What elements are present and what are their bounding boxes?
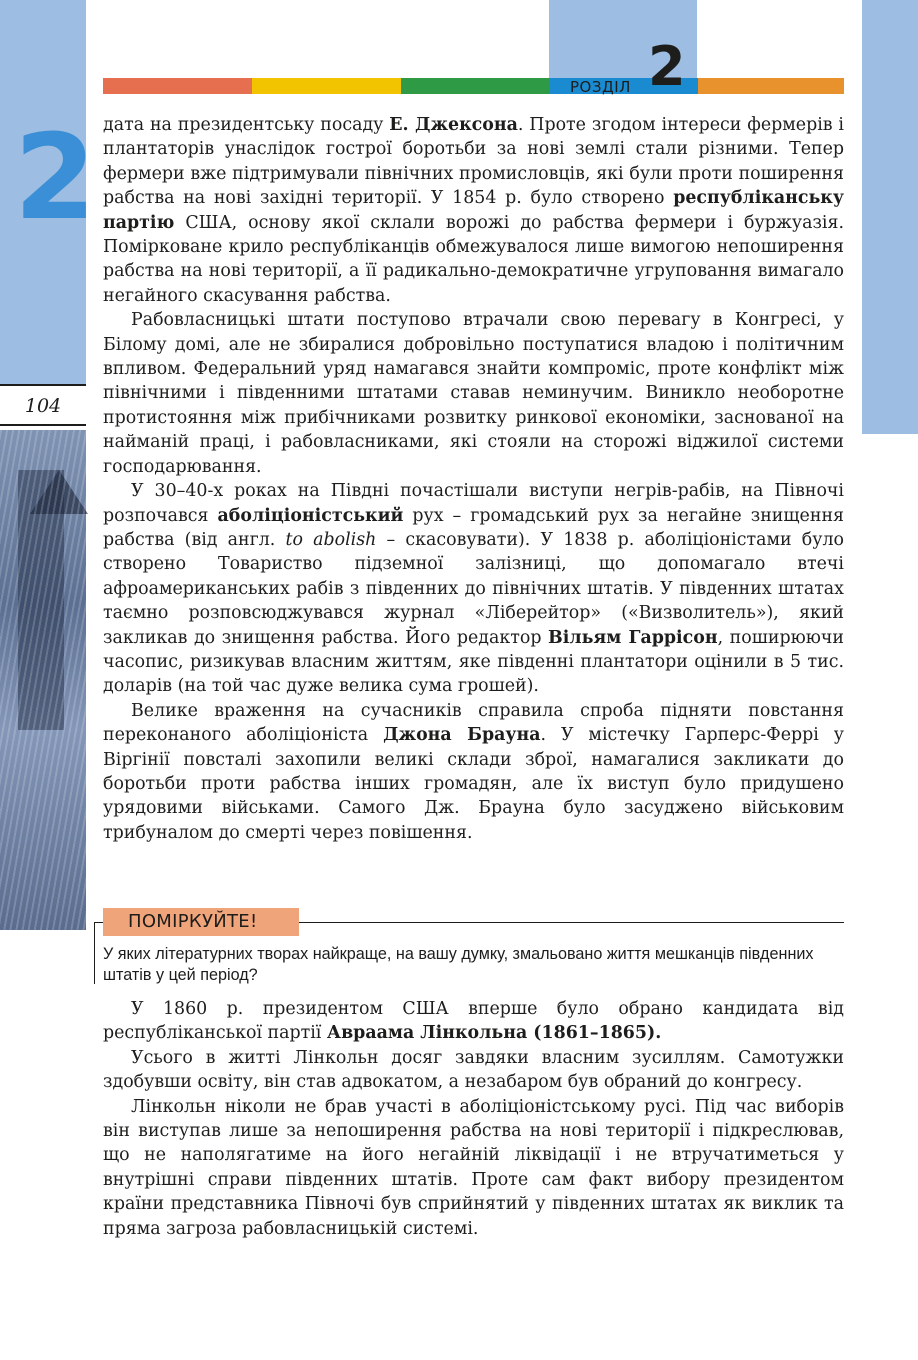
page-number-rule-top (0, 384, 86, 386)
header-stripe-3 (401, 78, 550, 94)
bold-term: Е. Джексона (389, 115, 518, 135)
text-run: , поширюючи часопис, ризикував власним життям, яке південні плантатори оцінили в 5 тис. доларів (на той час дуже велика сума грошей). (103, 627, 844, 697)
text-run: Велике враження на сучасників справила спроба підняти повстання переконаного аболіціоніста (103, 700, 844, 746)
text-run: . У містечку Гарперс-Феррі у Віргінії повсталі захопили великі склади зброї, намагалися закликати до боротьби проти рабства інших громадян, але їх виступ було придушено урядовими військами. Самого Дж. Брауна було засуджено військовим трибуналом до смерті через повішення. (103, 725, 844, 843)
header-stripe-5 (698, 78, 844, 94)
page-number-rule-bottom (0, 424, 86, 426)
italic-term: to abolish (285, 529, 377, 550)
bold-term: республіканську партію (103, 188, 844, 233)
chapter-label: РОЗДІЛ (570, 78, 631, 96)
text-run: Лінкольн ніколи не брав участі в аболіціоністському русі. Під час виборів він виступав лише за непоширення рабства на нові території і підкреслював, що не наполягатиме на його негайній ліквідації і не втручатиметься у внутрішні справи південних штатів. Проте сам факт вибору президентом країни представника Півночі був сприйнятий у південних штатах як виклик та пряма загроза рабовласницькій системі. (103, 1096, 844, 1239)
page-number: 104 (24, 395, 62, 417)
think-box-label: ПОМІРКУЙТЕ! (128, 911, 258, 932)
engraving-illustration (0, 430, 86, 930)
text-run: рух – громадський рух за негайне знищення рабства (від англ. (103, 505, 845, 550)
bold-term: Джона Брауна (383, 725, 541, 746)
engraving-hatching (0, 430, 86, 930)
paragraph (103, 308, 844, 479)
side-chapter-number: 2 (14, 108, 97, 246)
paragraph (103, 113, 844, 308)
bold-term: Вільям Гаррісон (548, 627, 718, 648)
header-stripe-2 (252, 78, 401, 94)
paragraph (103, 1046, 844, 1095)
bold-term: (1861–1865). (527, 1023, 662, 1044)
paragraph (103, 479, 844, 699)
paragraph (103, 1095, 844, 1241)
text-run: дата на президентську посаду (103, 115, 390, 135)
text-run: . Проте згодом інтереси фермерів і плантаторів унаслідок гострої боротьби за нові землі стали різними. Тепер фермери вже підтримували північних промисловців, які були проти поширення рабства на нові західні території. У 1854 р. було створено (103, 115, 844, 209)
main-text-bottom (103, 997, 844, 1241)
text-run: Рабовласницькі штати поступово втрачали свою перевагу в Конгресі, у Білому домі, але не збиралися добровільно поступатися владою і політичним впливом. Федеральний уряд намагався знайти компроміс, проте конфлікт між північними і південними штатами ставав неминучим. Виникло необоротне протистояння між прибічниками розвитку ринкової економіки, заснованої на найманій праці, і рабовласниками, які стояли на сторожі віджилої системи господарювання. (103, 310, 844, 477)
right-side-band (862, 0, 918, 434)
main-text-top (103, 113, 844, 845)
paragraph (103, 997, 844, 1046)
text-run: – скасовувати). У 1838 р. аболіціоністами було створено Товариство підземної залізниці, що допомагало втечі афроамериканських рабів з південних до північних штатів. У південних штатах таємно розповсюджувався журнал «Ліберейтор» («Визволитель»), який закликав до знищення рабства. Його редактор (103, 529, 844, 648)
bold-term: Авраама Лінкольна (326, 1023, 528, 1044)
header-stripe-1 (103, 78, 252, 94)
think-box-rule-left (94, 922, 103, 923)
text-run: США, основу якої склали ворожі до рабства фермери і буржуазія. Помірковане крило республіканців обмежувалося лише вимогою непоширення рабства на нові території, а її радикально-демократичне угруповання вимагало негайного скасування рабства. (103, 212, 844, 306)
text-run: Усього в житті Лінкольн досяг завдяки власним зусиллям. Самотужки здобувши освіту, він став адвокатом, а незабаром був обраний до конгресу. (103, 1047, 844, 1093)
chapter-number: 2 (648, 35, 686, 98)
think-box-question: У яких літературних творах найкраще, на вашу думку, змальовано життя мешканців південних штатів у цей період? (103, 945, 814, 984)
think-box-rule-vertical (94, 922, 95, 984)
paragraph (103, 699, 844, 845)
text-run: У 30–40-х роках на Півдні почастішали виступи негрів-рабів, на Півночі розпочався (103, 481, 844, 526)
text-run: У 1860 р. президентом США вперше було обрано кандидата від республіканської партії (103, 999, 844, 1044)
bold-term: аболіціоністський (217, 505, 404, 526)
think-box-rule (299, 922, 844, 923)
